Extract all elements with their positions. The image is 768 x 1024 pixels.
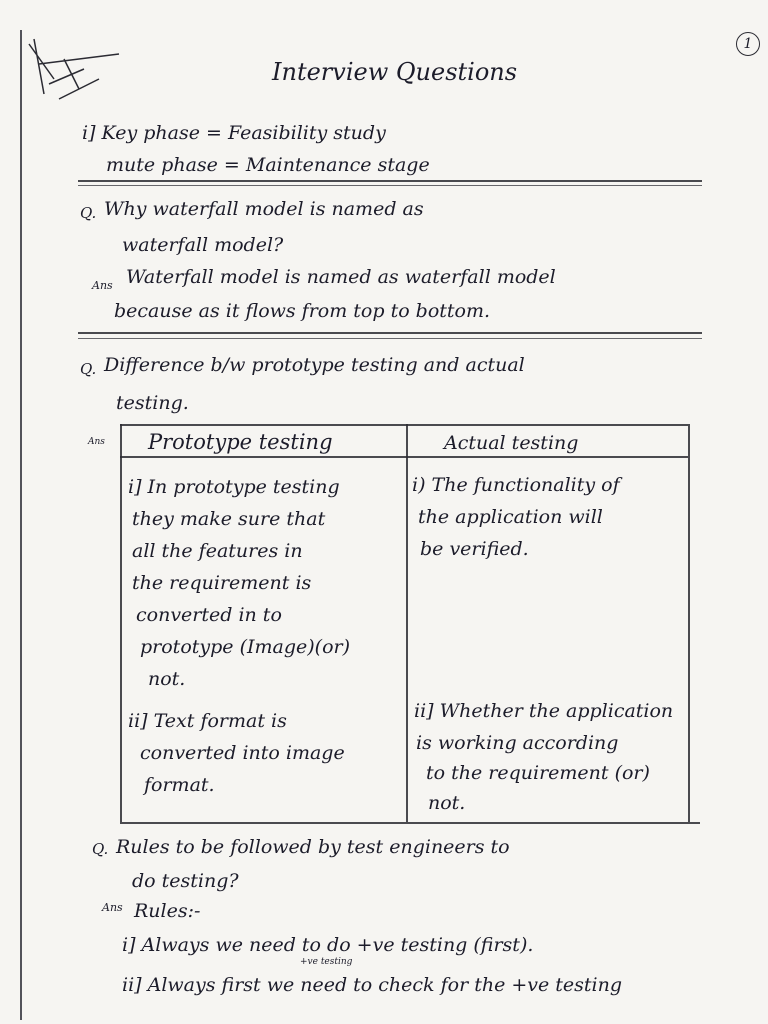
table-cell-line: converted in to — [136, 604, 282, 626]
rule-item-1: i] Always we need to do +ve testing (first). — [122, 934, 534, 956]
q3-label: Q. — [92, 840, 109, 858]
q2-answer-label: Ans — [88, 437, 105, 447]
q3-question-line1: Rules to be followed by test engineers to — [116, 836, 510, 858]
page-title: Interview Questions — [272, 58, 518, 86]
table-cell-line: they make sure that — [132, 508, 326, 530]
table-cell-line: format. — [144, 774, 215, 796]
table-cell-line: ii] Text format is — [128, 710, 287, 732]
table-cell-line: i) The functionality of — [412, 474, 620, 496]
page-number: 1 — [736, 32, 760, 56]
section-divider — [78, 180, 702, 182]
rules-heading: Rules:- — [134, 900, 201, 922]
corner-doodle-icon — [24, 34, 124, 104]
table-right-border — [688, 424, 690, 822]
table-cell-line: be verified. — [420, 538, 529, 560]
table-bottom-border — [120, 822, 700, 824]
q1-label: Q. — [80, 204, 97, 222]
table-cell-line: not. — [428, 792, 466, 814]
table-header-border — [120, 456, 688, 458]
q1-question-line1: Why waterfall model is named as — [104, 198, 424, 220]
section-divider — [78, 332, 702, 334]
table-cell-line: not. — [148, 668, 186, 690]
table-cell-line: all the features in — [132, 540, 303, 562]
margin-line — [20, 30, 22, 1020]
table-cell-line: the requirement is — [132, 572, 312, 594]
table-cell-line: converted into image — [140, 742, 345, 764]
q3-answer-label: Ans — [102, 901, 123, 914]
table-left-border — [120, 424, 122, 822]
phase-key: i] Key phase = Feasibility study — [82, 122, 386, 144]
rule-item-2: ii] Always first we need to check for the +ve testing — [122, 974, 623, 996]
table-header-actual: Actual testing — [444, 432, 579, 454]
section-divider — [78, 185, 702, 186]
table-cell-line: is working according — [416, 732, 619, 754]
table-top-border — [120, 424, 688, 426]
q2-label: Q. — [80, 360, 97, 378]
table-cell-line: i] In prototype testing — [128, 476, 340, 498]
table-cell-line: ii] Whether the application — [414, 700, 674, 722]
q2-question-line2: testing. — [116, 392, 189, 414]
section-divider — [78, 338, 702, 339]
q1-answer-label: Ans — [92, 279, 113, 292]
phase-mute: mute phase = Maintenance stage — [106, 154, 430, 176]
q1-question-line2: waterfall model? — [122, 234, 284, 256]
q1-answer-line1: Waterfall model is named as waterfall model — [126, 266, 556, 288]
table-cell-line: the application will — [418, 506, 603, 528]
q1-answer-line2: because as it flows from top to bottom. — [114, 300, 491, 322]
q3-question-line2: do testing? — [132, 870, 239, 892]
rule-item-1-note: +ve testing — [300, 957, 353, 967]
table-column-divider — [406, 424, 408, 822]
table-cell-line: to the requirement (or) — [426, 762, 650, 784]
q2-question-line1: Difference b/w prototype testing and actual — [104, 354, 525, 376]
table-cell-line: prototype (Image)(or) — [140, 636, 351, 658]
table-header-prototype: Prototype testing — [148, 430, 333, 454]
